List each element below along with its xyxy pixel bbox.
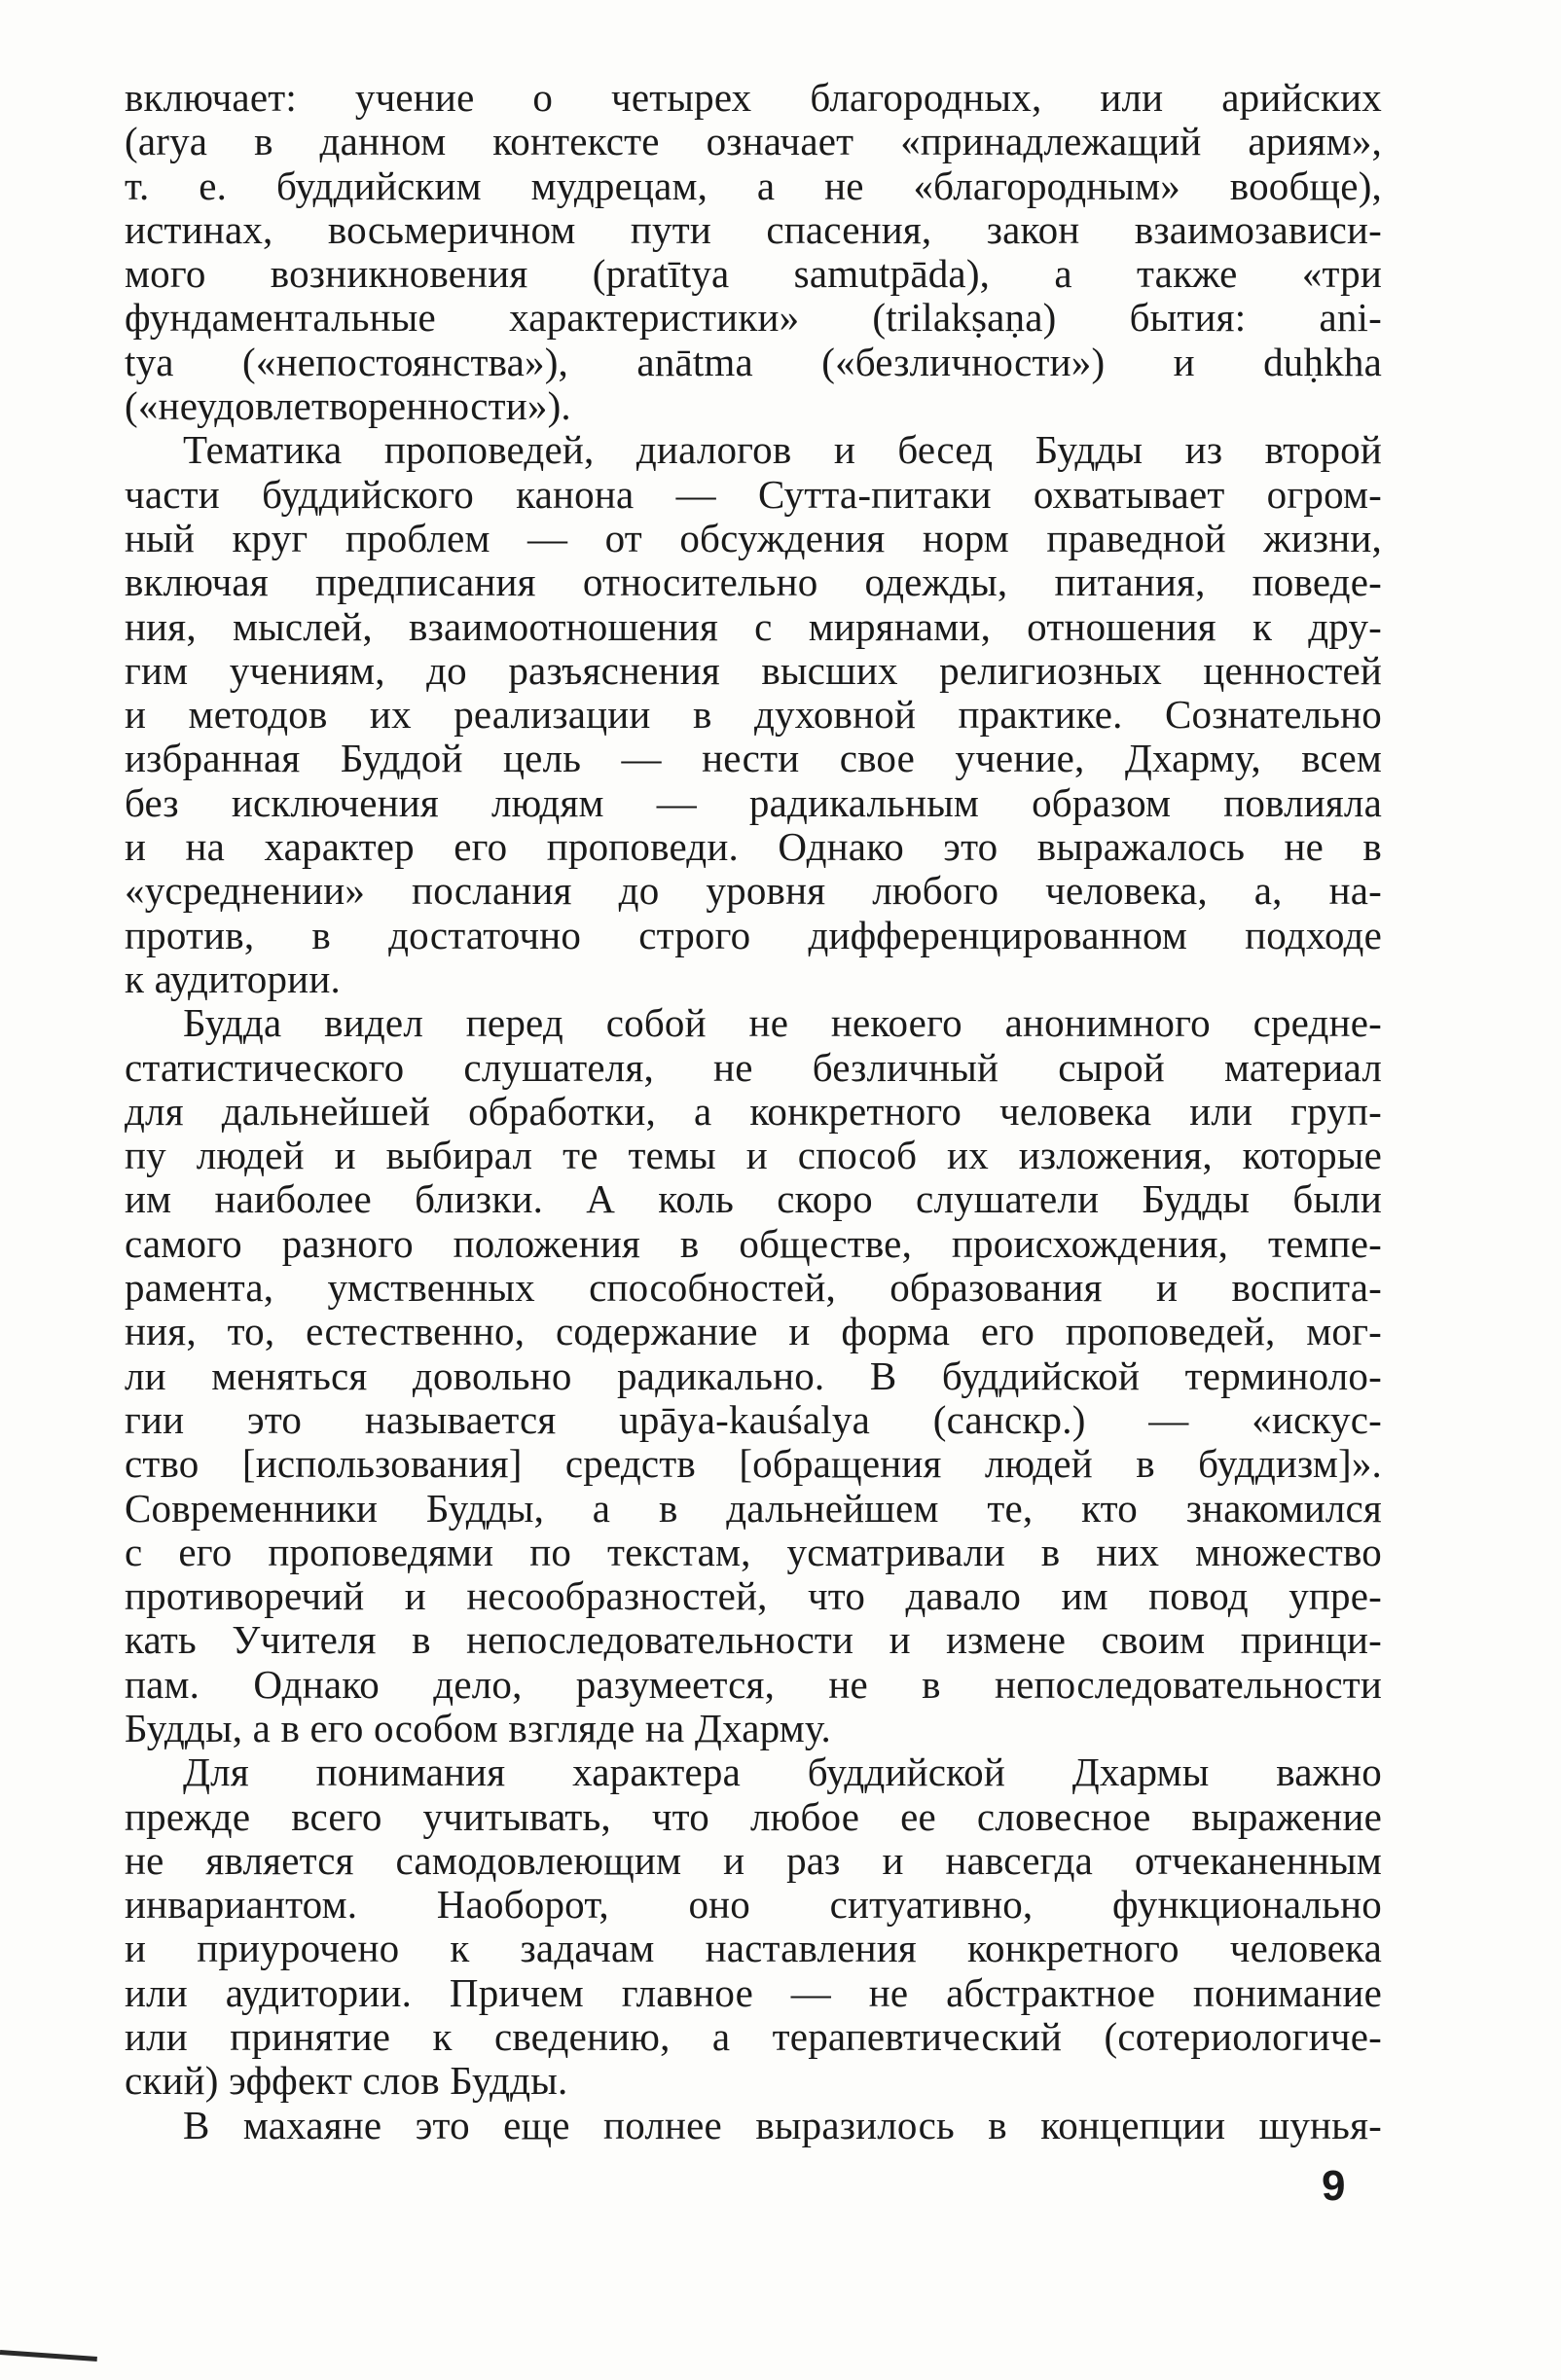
text-line: мого возникновения (pratītya samutpāda), а также «три: [125, 251, 1382, 297]
text-line: для дальнейшей обработки, а конкретного человека или груп-: [125, 1088, 1382, 1134]
text-line: ный круг проблем — от обсуждения норм праведной жизни,: [125, 515, 1382, 560]
text-line: tya («непостоянства»), anātma («безличности») и duḥkha: [125, 339, 1382, 384]
text-line: рамента, умственных способностей, образования и воспита-: [125, 1265, 1382, 1311]
text-line: без исключения людям — радикальным образом повлияла: [125, 779, 1382, 825]
text-line: противоречий и несообразностей, что давало им повод упре-: [125, 1573, 1382, 1619]
text-line: включая предписания относительно одежды, питания, поведе-: [125, 559, 1382, 605]
text-line: ния, то, естественно, содержание и форма его проповедей, мог-: [125, 1309, 1382, 1354]
text-line: не является самодовлеющим и раз и навсегда отчеканенным: [125, 1837, 1382, 1883]
body-text: [125, 76, 1382, 2147]
text-line: статистического слушателя, не безличный сырой материал: [125, 1044, 1382, 1090]
text-line: фундаментальные характеристики» (trilakṣaṇa) бытия: ani-: [125, 295, 1382, 341]
text-line: Будда видел перед собой не некоего анонимного средне-: [183, 1000, 1382, 1046]
text-line: (arya в данном контексте означает «принадлежащий ариям»,: [125, 119, 1382, 164]
text-line: с его проповедями по текстам, усматривали в них множество: [125, 1529, 1382, 1574]
text-line: ство [использования] средств [обращения людей в буддизм]».: [125, 1441, 1382, 1487]
text-line: им наиболее близки. А коль скоро слушатели Будды были: [125, 1176, 1382, 1222]
text-line: Тематика проповедей, диалогов и бесед Будды из второй: [183, 427, 1382, 473]
text-line: Будды, а в его особом взгляде на Дхарму.: [125, 1705, 831, 1750]
text-line: и методов их реализации в духовной практике. Сознательно: [125, 692, 1382, 738]
text-line: включает: учение о четырех благородных, или арийских: [125, 75, 1382, 120]
text-line: или принятие к сведению, а терапевтический (сотериологиче-: [125, 2014, 1382, 2060]
text-line: В махаяне это еще полнее выразилось в концепции шунья-: [183, 2102, 1382, 2147]
text-line: истинах, восьмеричном пути спасения, закон взаимозависи-: [125, 206, 1382, 252]
text-line: и приурочено к задачам наставления конкретного человека: [125, 1926, 1382, 1971]
text-line: ния, мыслей, взаимоотношения с мирянами, отношения к дру-: [125, 603, 1382, 649]
text-line: пам. Однако дело, разумеется, не в непоследовательности: [125, 1661, 1382, 1707]
text-line: ский) эффект слов Будды.: [125, 2058, 568, 2104]
scan-edge-mark: [0, 2350, 97, 2362]
text-line: или аудитории. Причем главное — не абстрактное понимание: [125, 1969, 1382, 2015]
text-line: инвариантом. Наоборот, оно ситуативно, функционально: [125, 1882, 1382, 1928]
text-line: к аудитории.: [125, 956, 341, 1001]
text-line: пу людей и выбирал те темы и способ их изложения, которые: [125, 1133, 1382, 1178]
text-line: и на характер его проповеди. Однако это выражалось не в: [125, 824, 1382, 870]
text-line: прежде всего учитывать, что любое ее словесное выражение: [125, 1793, 1382, 1839]
text-line: «усреднении» послания до уровня любого человека, а, на-: [125, 868, 1382, 914]
text-line: т. е. буддийским мудрецам, а не «благородным» вообще),: [125, 162, 1382, 208]
text-line: самого разного положения в обществе, происхождения, темпе-: [125, 1220, 1382, 1266]
text-line: гии это называется upāya-kauśalya (санскр.) — «искус-: [125, 1396, 1382, 1442]
text-line: гим учениям, до разъяснения высших религиозных ценностей: [125, 647, 1382, 693]
text-line: части буддийского канона — Сутта-питаки охватывает огром-: [125, 471, 1382, 517]
text-line: кать Учителя в непоследовательности и измене своим принци-: [125, 1617, 1382, 1663]
text-line: ли меняться довольно радикально. В буддийской терминоло-: [125, 1352, 1382, 1398]
text-line: («неудовлетворенности»).: [125, 383, 571, 429]
text-line: Современники Будды, а в дальнейшем те, кто знакомился: [125, 1485, 1382, 1531]
text-line: Для понимания характера буддийской Дхармы важно: [183, 1749, 1382, 1795]
text-line: против, в достаточно строго дифференцированном подходе: [125, 912, 1382, 957]
page-number: 9: [1322, 2162, 1346, 2210]
text-line: избранная Буддой цель — нести свое учение, Дхарму, всем: [125, 736, 1382, 781]
